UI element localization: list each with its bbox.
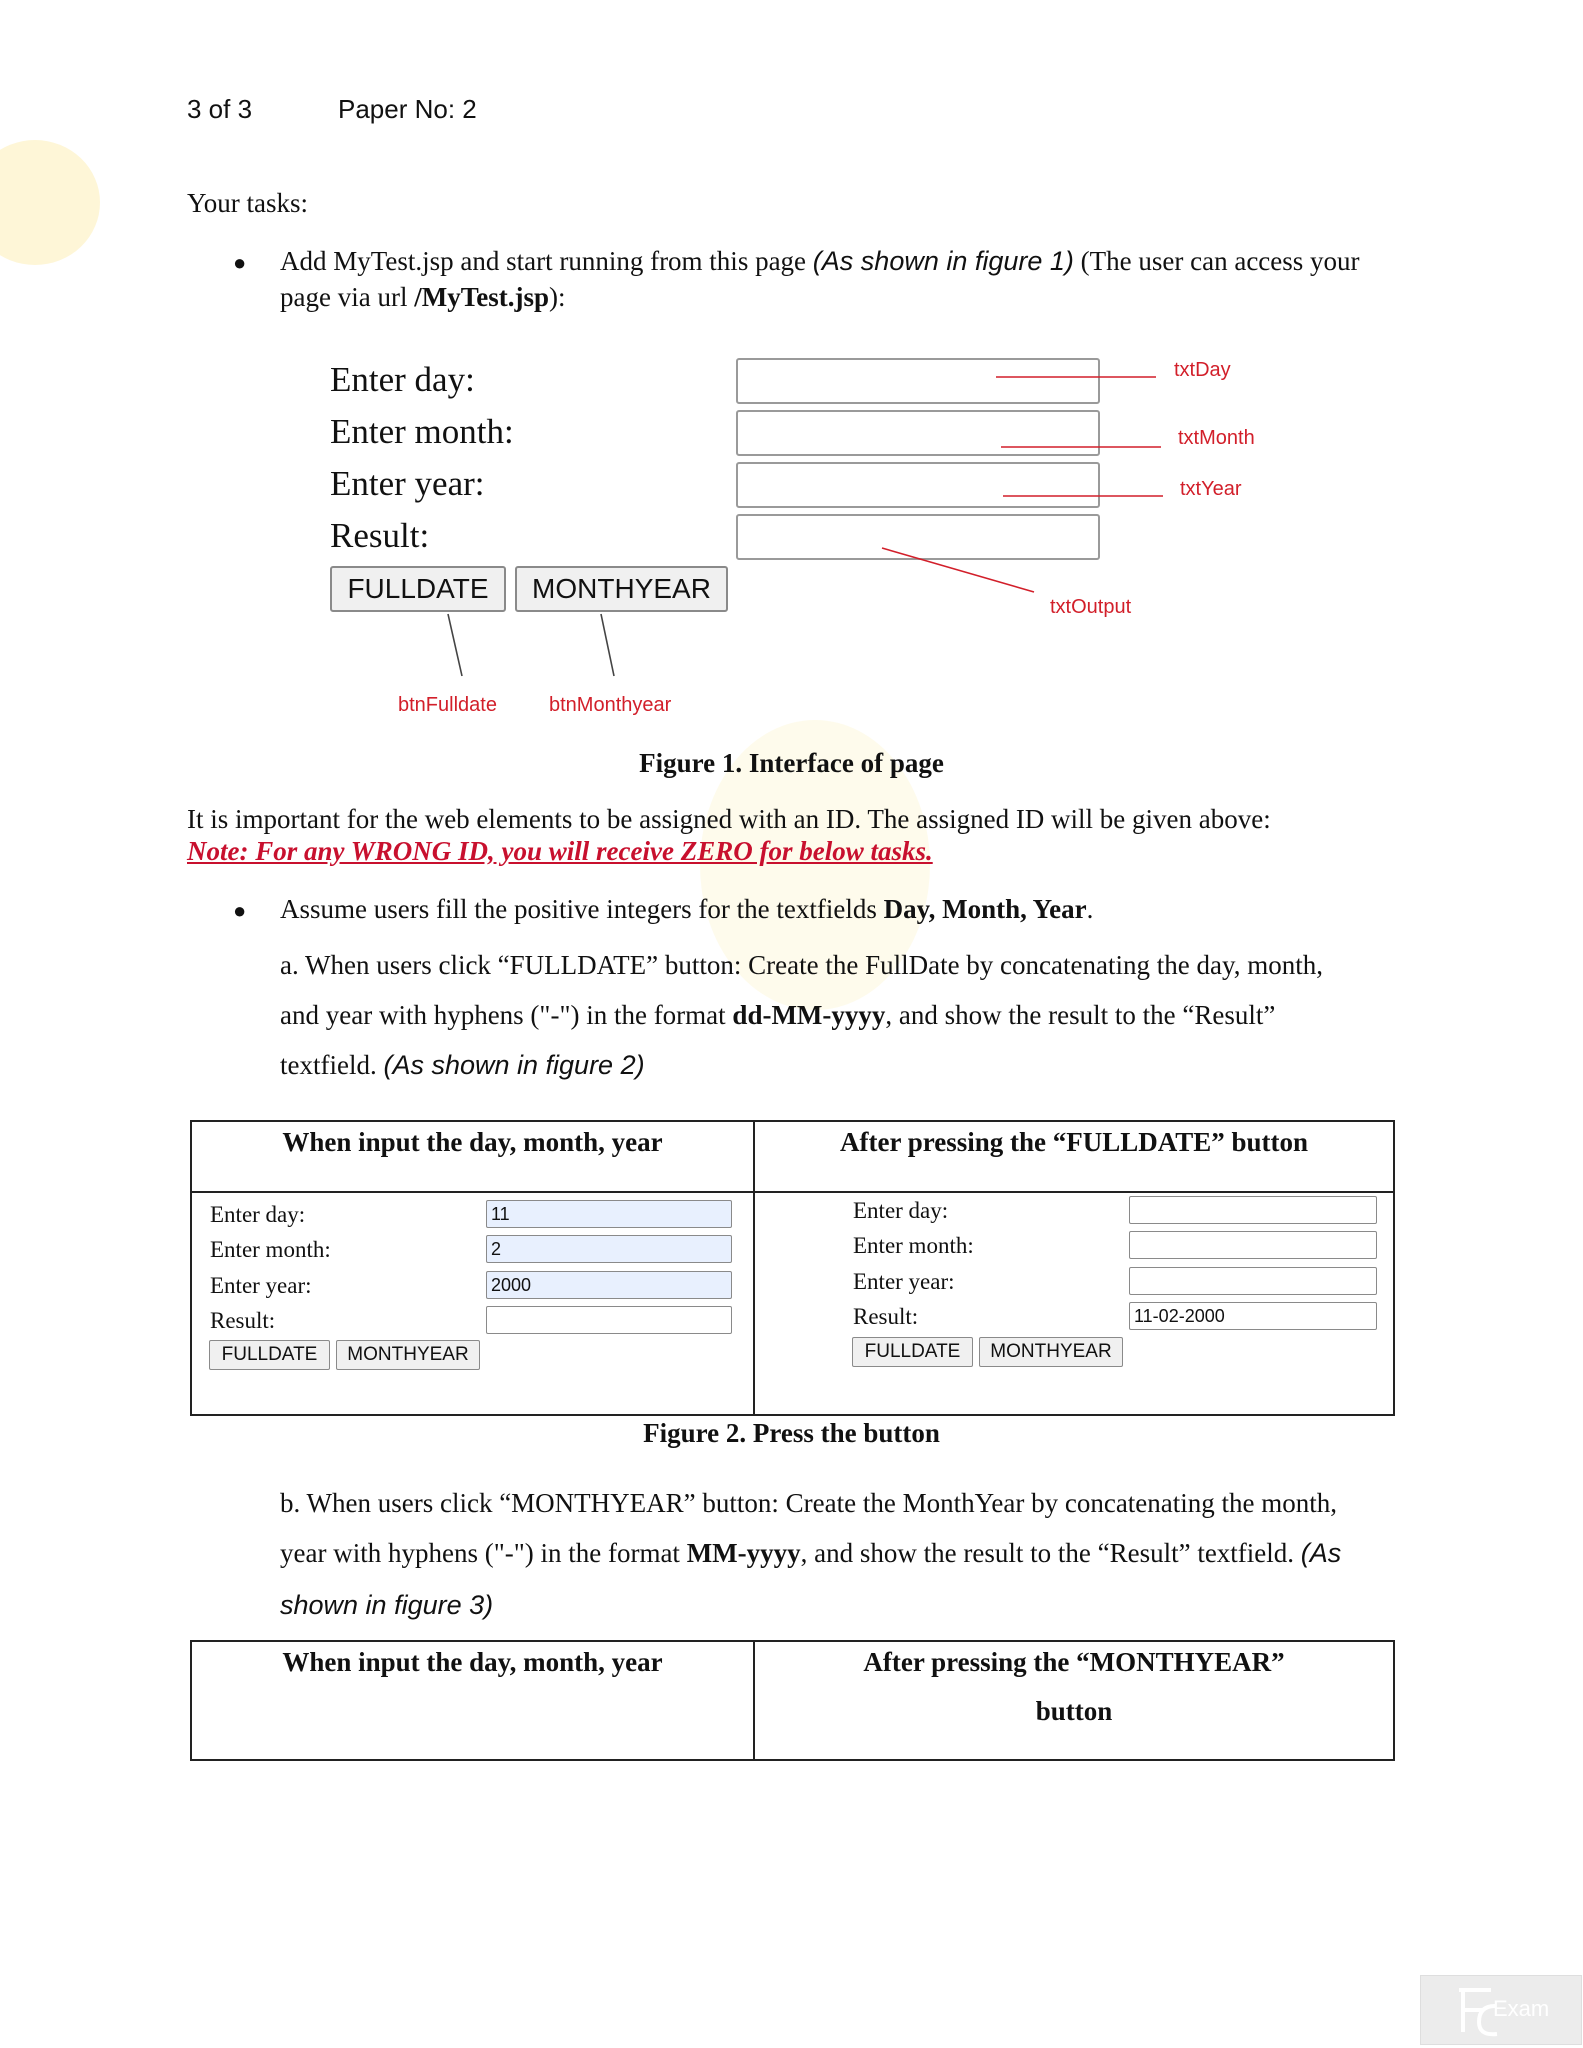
figure3-head-right-1: After pressing the “MONTHYEAR” xyxy=(863,1647,1285,1677)
figure2-head-right: After pressing the “FULLDATE” button xyxy=(839,1127,1309,1157)
f2r-label-result: Result: xyxy=(853,1304,919,1329)
f2r-year-input[interactable] xyxy=(1129,1267,1377,1295)
wrong-id-note: Note: For any WRONG ID, you will receive ZERO for below tasks. xyxy=(187,836,933,866)
f2l-label-result: Result: xyxy=(210,1308,276,1333)
figure1-callout-lines xyxy=(0,0,1583,760)
f2l-monthyear-button[interactable]: MONTHYEAR xyxy=(336,1340,480,1370)
id-btnfulldate: btnFulldate xyxy=(398,694,497,716)
paper-number: Paper No: 2 xyxy=(338,94,477,124)
important-text: It is important for the web elements to be assigned with an ID. The assigned ID will be given above: xyxy=(187,804,1271,834)
task-b-line3: shown in figure 3) xyxy=(280,1590,494,1620)
id-txtyear: txtYear xyxy=(1180,478,1242,500)
bullet2-period: . xyxy=(1086,894,1094,924)
f2r-day-input[interactable] xyxy=(1129,1196,1377,1224)
task-a-line3 xyxy=(280,1048,645,1083)
bullet-dot: ● xyxy=(233,250,247,275)
f2r-monthyear-button[interactable]: MONTHYEAR xyxy=(979,1337,1123,1367)
f2l-result-input[interactable] xyxy=(486,1306,732,1334)
f2l-label-month: Enter month: xyxy=(210,1237,331,1262)
logo-text: Exam xyxy=(1493,1996,1550,2021)
task-b-format-suffix: , and show the result to the “Result” textfield. xyxy=(800,1538,1301,1568)
f2r-result-input[interactable]: 11-02-2000 xyxy=(1129,1302,1377,1330)
f2r-label-day: Enter day: xyxy=(853,1198,949,1223)
figure2-header-line xyxy=(190,1191,1395,1193)
f1-label-year: Enter year: xyxy=(330,464,485,503)
bullet2-text xyxy=(280,892,1093,927)
f2l-month-input[interactable]: 2 xyxy=(486,1235,732,1263)
f2l-day-input[interactable]: 11 xyxy=(486,1200,732,1228)
task-a-format-suffix: , and show the result to the “Result” xyxy=(885,1000,1276,1030)
f2r-month-input[interactable] xyxy=(1129,1231,1377,1259)
bullet2-plain: Assume users fill the positive integers for the textfields xyxy=(280,894,884,924)
bullet1-url-suffix: ): xyxy=(548,282,566,312)
f1-label-month: Enter month: xyxy=(330,412,514,451)
id-btnmonthyear: btnMonthyear xyxy=(549,694,672,716)
id-txtoutput: txtOutput xyxy=(1050,596,1132,618)
bullet1-url-prefix: page via url xyxy=(280,282,415,312)
bullet1-url: /MyTest.jsp xyxy=(414,282,549,312)
page-number: 3 of 3 xyxy=(187,94,253,124)
task-b-figref-start: (As xyxy=(1300,1538,1342,1568)
figure3-head-right-2: button xyxy=(1035,1696,1113,1726)
bullet1-text: Add MyTest.jsp and start running from this page xyxy=(280,246,813,276)
figure2-caption: Figure 2. Press the button xyxy=(643,1418,940,1448)
f2r-label-year: Enter year: xyxy=(853,1269,955,1294)
task-a-line1: a. When users click “FULLDATE” button: Create the FullDate by concatenating the day, month, xyxy=(280,950,1323,980)
bullet1-text-end: (The user can access your xyxy=(1073,246,1360,276)
fulldate-button[interactable]: FULLDATE xyxy=(330,566,506,612)
task-b-format: MM-yyyy xyxy=(686,1538,801,1568)
task-a-textfield: textfield. xyxy=(280,1050,384,1080)
monthyear-button[interactable]: MONTHYEAR xyxy=(515,566,728,612)
f2r-fulldate-button[interactable]: FULLDATE xyxy=(852,1337,973,1367)
task-a-line2 xyxy=(280,998,1275,1033)
task-a-figref: (As shown in figure 2) xyxy=(383,1050,645,1080)
f2l-label-year: Enter year: xyxy=(210,1273,312,1298)
task-b-format-prefix: year with hyphens ("-") in the format xyxy=(280,1538,687,1568)
f1-label-result: Result: xyxy=(330,516,430,555)
f1-label-day: Enter day: xyxy=(330,360,475,399)
figure2-head-left: When input the day, month, year xyxy=(282,1127,663,1157)
f2l-fulldate-button[interactable]: FULLDATE xyxy=(209,1340,330,1370)
f2l-label-day: Enter day: xyxy=(210,1202,306,1227)
bullet-dot: ● xyxy=(233,898,247,923)
task-a-format: dd-MM-yyyy xyxy=(732,1000,886,1030)
exam-logo xyxy=(1420,1975,1582,2045)
task-a-format-prefix: and year with hyphens ("-") in the format xyxy=(280,1000,733,1030)
figure3-head-left: When input the day, month, year xyxy=(282,1647,663,1677)
bullet1-italic: (As shown in figure 1) xyxy=(812,246,1074,276)
id-txtday: txtDay xyxy=(1174,359,1231,381)
f2l-year-input[interactable]: 2000 xyxy=(486,1271,732,1299)
intro-text: Your tasks: xyxy=(187,188,309,218)
f2r-label-month: Enter month: xyxy=(853,1233,974,1258)
task-b-line1: b. When users click “MONTHYEAR” button: Create the MonthYear by concatenating the month, xyxy=(280,1488,1338,1518)
bullet2-bold: Day, Month, Year xyxy=(883,894,1087,924)
figure1-caption: Figure 1. Interface of page xyxy=(639,748,944,778)
task-b-line2 xyxy=(280,1536,1341,1571)
id-txtmonth: txtMonth xyxy=(1178,427,1255,449)
